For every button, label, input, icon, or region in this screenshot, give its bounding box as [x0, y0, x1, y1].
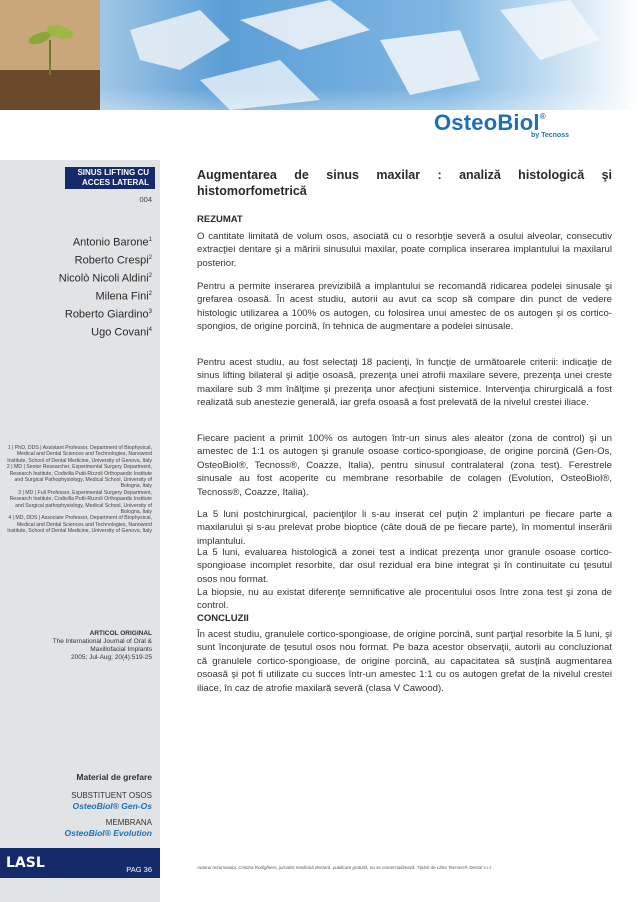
article-title: Augmentarea de sinus maxilar : analiză histologică şi histomorfometrică: [197, 168, 612, 198]
paragraph: Pentru a permite inserarea previzibilă a implantului se recomandă ridicarea podelei sinusale şi grefarea osoasă. În acest studiu, autorii au avut ca scop să compare din punct de vedere histologic utilizarea a 100% os autogen, cu folosirea unui amestec de os autogen şi os cortico-spongios, de origine porcină, în tehnica de augmentare a podelei sinusale.: [197, 281, 612, 333]
paragraph: La biopsie, nu au existat diferenţe semnificative ale procentului osos între zona test şi zona de control.: [197, 587, 612, 612]
affiliations: 1 | PhD, DDS | Assistant Professor, Department of Biophysical, Medical and Dental Sciences and Technologies, Nanoword Institute, School of Dental Medicine, University of Genova, Italy 2 | MD | Senior Researcher, Experimental Surgery Department, Research Institute, Codivilla Putti-Rizzoli Orthopaedic Institute and Surgical Pathophysiology, Medical School, University of Bologna, Italy 3 | MD | Full Professor, Experimental Surgery Department, Research Institute, Codivilla Putti-Rizzoli Orthopaedic Institute and Surgical pathophysiology, Medical School, University of Bologna, Italy 4 | MD, DDS | Associate Professor, Department of Biophysical, Medical and Dental Sciences and Technologies, Nanoword Institute, School of Dental Medicine, University of Genova, Italy: [6, 445, 152, 535]
author: Ugo Covani$^4$: [91, 326, 152, 339]
substitute-product: OsteoBiol® Gen-Os: [72, 801, 152, 811]
conclusion-paragraph: În acest studiu, granulele cortico-spongioase, de origine porcină, sunt parţial resorbite la 5 luni, şi sunt înconjurate de ţesutul osos nou format. Pe baza acestor observaţii, autorii au concluzionat că granulele cortico-spongioase, de origine porcină, au capacitatea să susţină augmentarea osoasă şi pot fi utilizate cu succes într-un amestec 1:1 cu os autogen grefat de la nivelul crestei iliace, în caz de atrofie maxilară severă (clasa V Cawood).: [197, 629, 612, 694]
author: Roberto Crespi$^2$: [74, 254, 152, 267]
brand-logo: [434, 110, 546, 136]
conclusions-heading: CONCLUZII: [197, 613, 249, 624]
brand-reg: ®: [539, 112, 546, 121]
original-article: [40, 630, 152, 662]
section-tag-line1: SINUS LIFTING CU: [77, 168, 149, 177]
section-tag-line2: ACCES LATERAL: [82, 178, 149, 187]
paragraph: Fiecare pacient a primit 100% os autogen într-un sinus ales aleator (zona de control) şi un amestec de 1:1 os autogen şi granule osoase cortico-spongioase, de origine porcină (Gen-Os, OsteoBiol®, Tecnoss®, Coazze, Italia), pentru sinusul contralateral (zona test). Ferestrele sinusale au fost acoperite cu membrane resorbabile de colagen (Evolution, OsteoBiol®, Tecnoss®, Coazze, Italia).: [197, 433, 612, 498]
author: Antonio Barone$^1$: [72, 236, 152, 249]
grafting-material: [30, 772, 152, 839]
author: Nicolò Nicoli Aldini$^2$: [58, 272, 152, 285]
brand-sub: by Tecnoss: [531, 132, 569, 139]
author: Milena Fini$^2$: [95, 290, 152, 303]
journal-logo: LASL: [6, 855, 45, 871]
material-heading: Material de grefare: [76, 772, 152, 782]
abstract-heading: REZUMAT: [197, 214, 243, 225]
author-list: [20, 233, 152, 341]
paragraph: La 5 luni postchirurgical, pacienţilor li s-au inserat cel puţin 2 implanturi pe fiecare parte a maxilarului şi s-au prelevat probe bioptice (câte două de pe fiecare parte), în momentul inserării implantului.: [197, 509, 612, 547]
footnote: Autorul rezumatului: Cristina Rodighiero, jurnalist medicină dentară, publicare gratuită, nu se comercializează. Tipărit de către Tecnoss® Dental s.r.l.: [197, 865, 492, 870]
brand-name: OsteoBiol: [434, 110, 540, 135]
section-tag: [65, 167, 155, 189]
paragraph: La 5 luni, evaluarea histologică a zonei test a indicat prezenţa unor granule osoase cortico-spongioase incomplet resorbite, dar osul rezidual era bine integrat şi în continuitate cu ţesutul osos nou format.: [197, 547, 612, 585]
author: Roberto Giardino$^3$: [64, 308, 152, 321]
membrane-label: MEMBRANA: [105, 817, 152, 827]
substitute-label: SUBSTITUENT OSOS: [71, 790, 152, 800]
page-number: PAG 36: [126, 865, 152, 874]
original-reference: The International Journal of Oral & Maxillofacial Implants 2005; Jul-Aug; 20(4):519-25: [52, 638, 152, 661]
paragraph: O cantitate limitată de volum osos, asociată cu o resorbţie severă a osului alveolar, consecutiv extracţiei dentare şi a măririi sinusului maxilar, poate complica inserarea implantului la maxilarul posterior.: [197, 231, 612, 269]
paragraph: Pentru acest studiu, au fost selectaţi 18 pacienţi, în funcţie de următoarele criterii: indicaţie de sinus lifting bilateral şi adiţie osoasă, prezenţa unei atrofii maxilare severe, prezenţa unei creste maxilare sub 3 mm înălţime şi prezenţa unor afecţiuni sistemice. Intervenţia chirurgicală a fost realizată sub anestezie generală, iar grefa osoasă a fost prelevată de la nivelul crestei iliace.: [197, 357, 612, 409]
original-label: ARTICOL ORIGINAL: [89, 630, 152, 637]
header-banner: [0, 0, 638, 160]
article-number: 004: [139, 195, 152, 204]
membrane-product: OsteoBiol® Evolution: [64, 828, 152, 838]
